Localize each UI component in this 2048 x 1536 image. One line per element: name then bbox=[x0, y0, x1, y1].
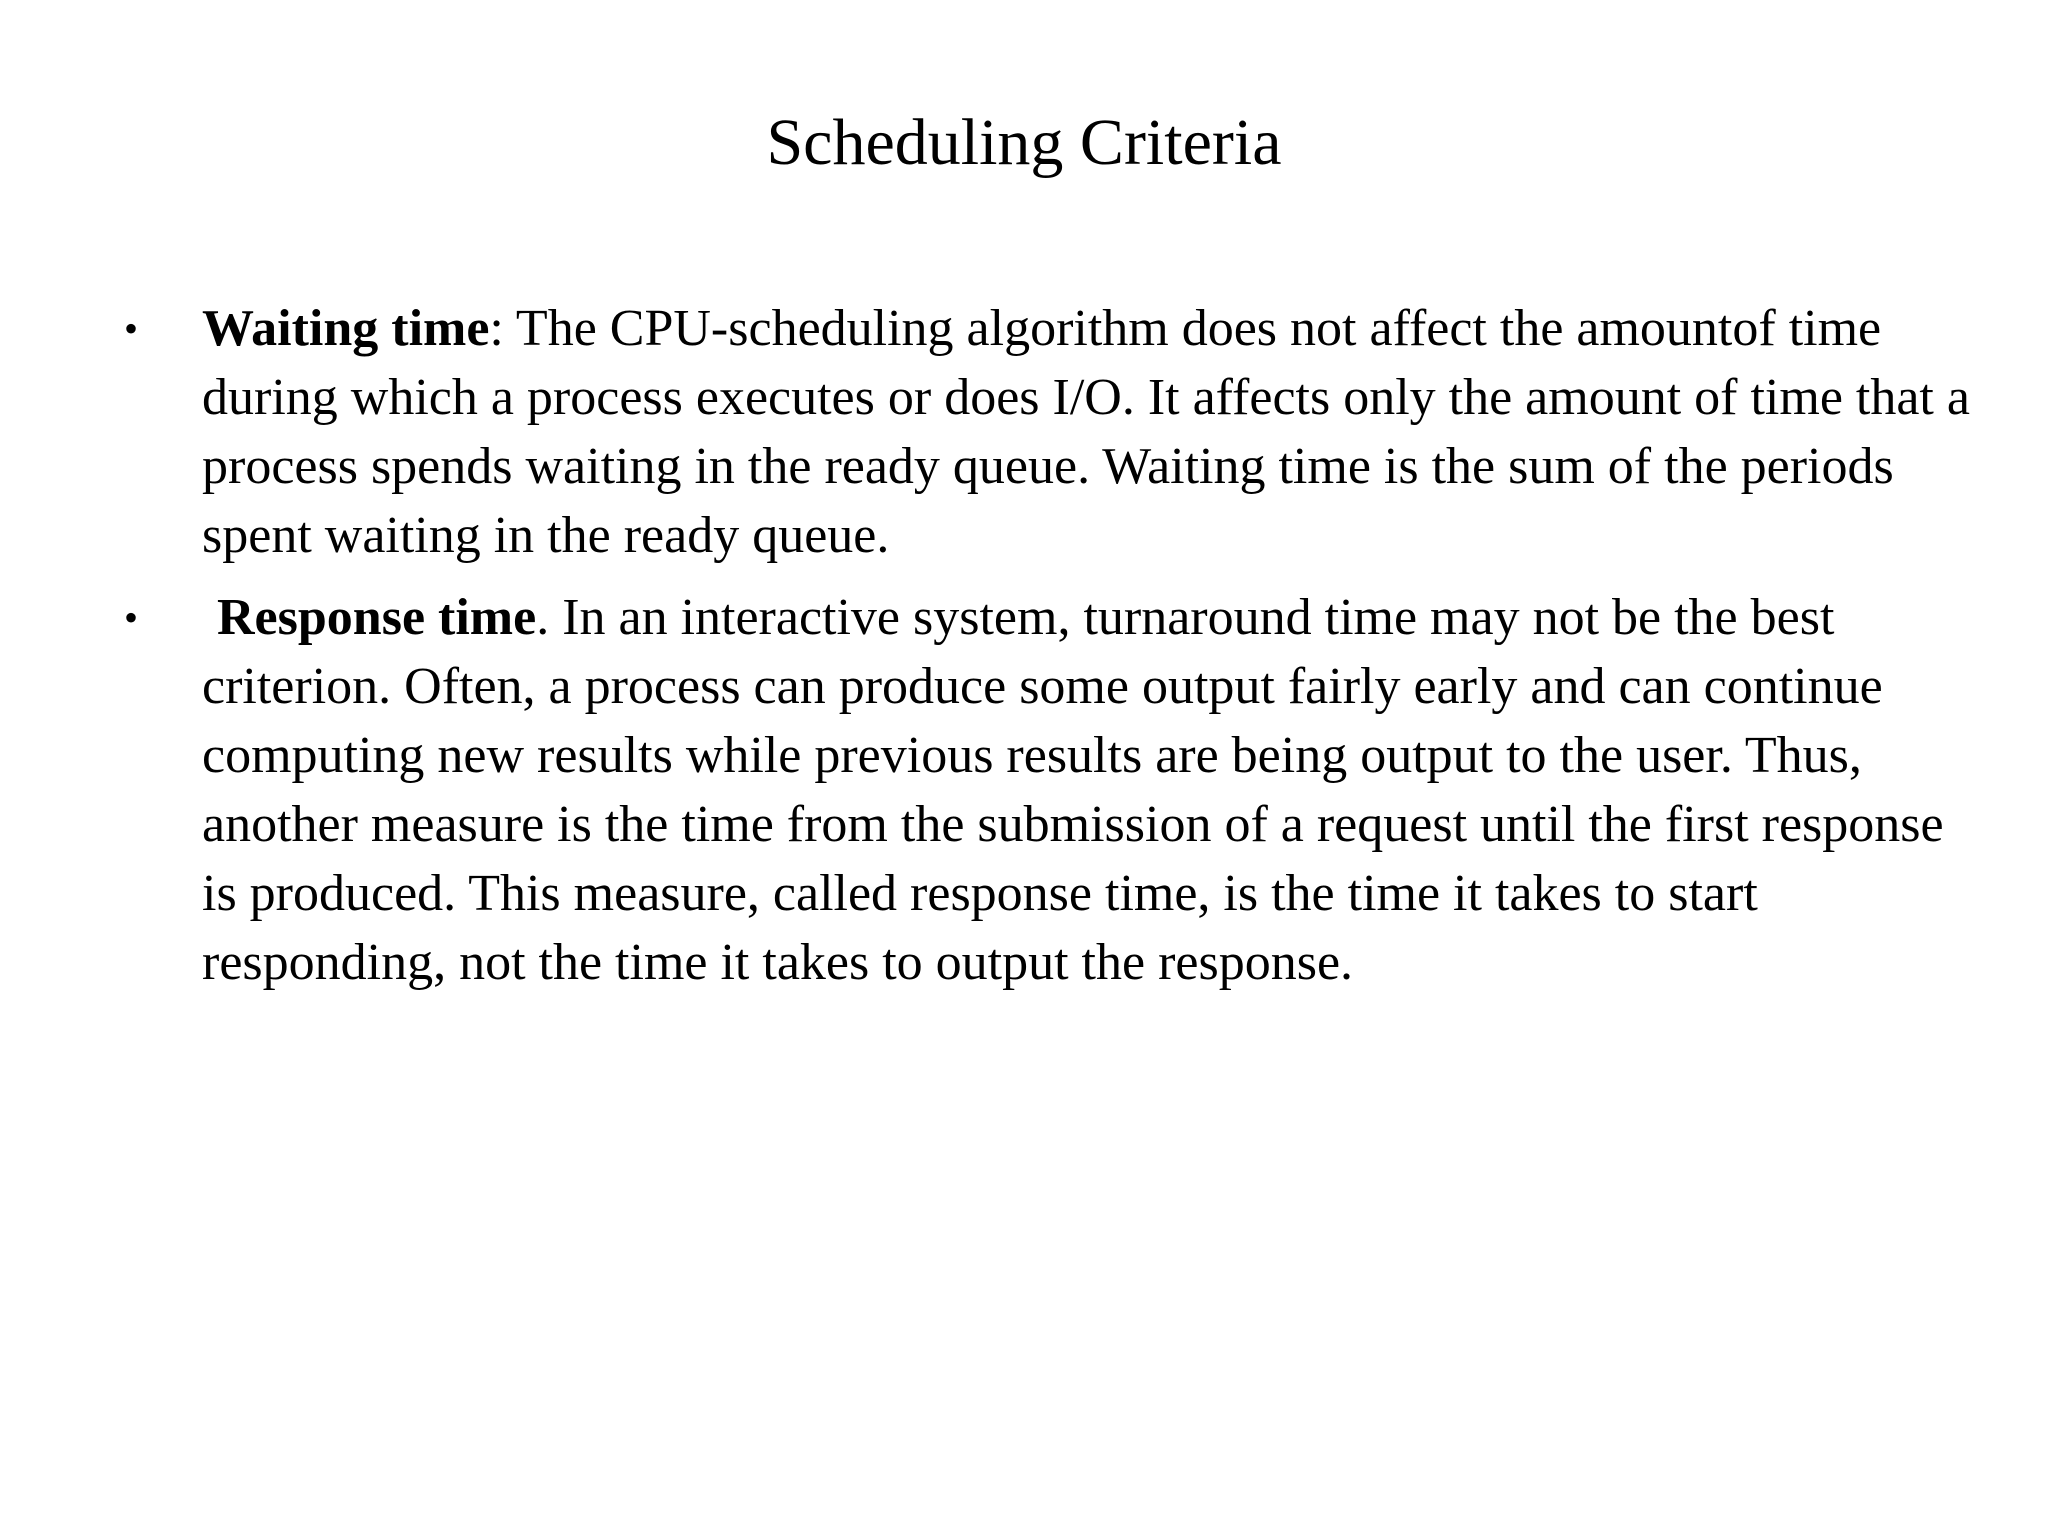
bullet-text: In an interactive system, turnaround time may not be the best criterion. Often, a process can produce some output fairly early and can continue computing new results while previous results are being output to the user. Thus, another measure is the time from the submission of a request until the first response is produced. This measure, called response time, is the time it takes to start responding, not the time it takes to output the response. bbox=[202, 589, 1944, 991]
bullet-response-time bbox=[0, 583, 2048, 997]
bullet-term: Response time bbox=[217, 589, 537, 646]
bullet-icon: • bbox=[124, 595, 139, 640]
bullet-icon: • bbox=[124, 306, 139, 351]
slide-title: Scheduling Criteria bbox=[766, 106, 1282, 179]
bullet-list bbox=[0, 294, 2048, 1010]
bullet-separator: . bbox=[536, 589, 550, 646]
bullet-waiting-time bbox=[0, 294, 2048, 570]
bullet-separator: : bbox=[489, 300, 504, 357]
bullet-term: Waiting time bbox=[202, 300, 490, 357]
bullet-text: The CPU-scheduling algorithm does not affect the amountof time during which a process executes or does I/O. It affects only the amount of time that a process spends waiting in the ready queue. Waiting time is the sum of the periods spent waiting in the ready queue. bbox=[202, 300, 1970, 564]
